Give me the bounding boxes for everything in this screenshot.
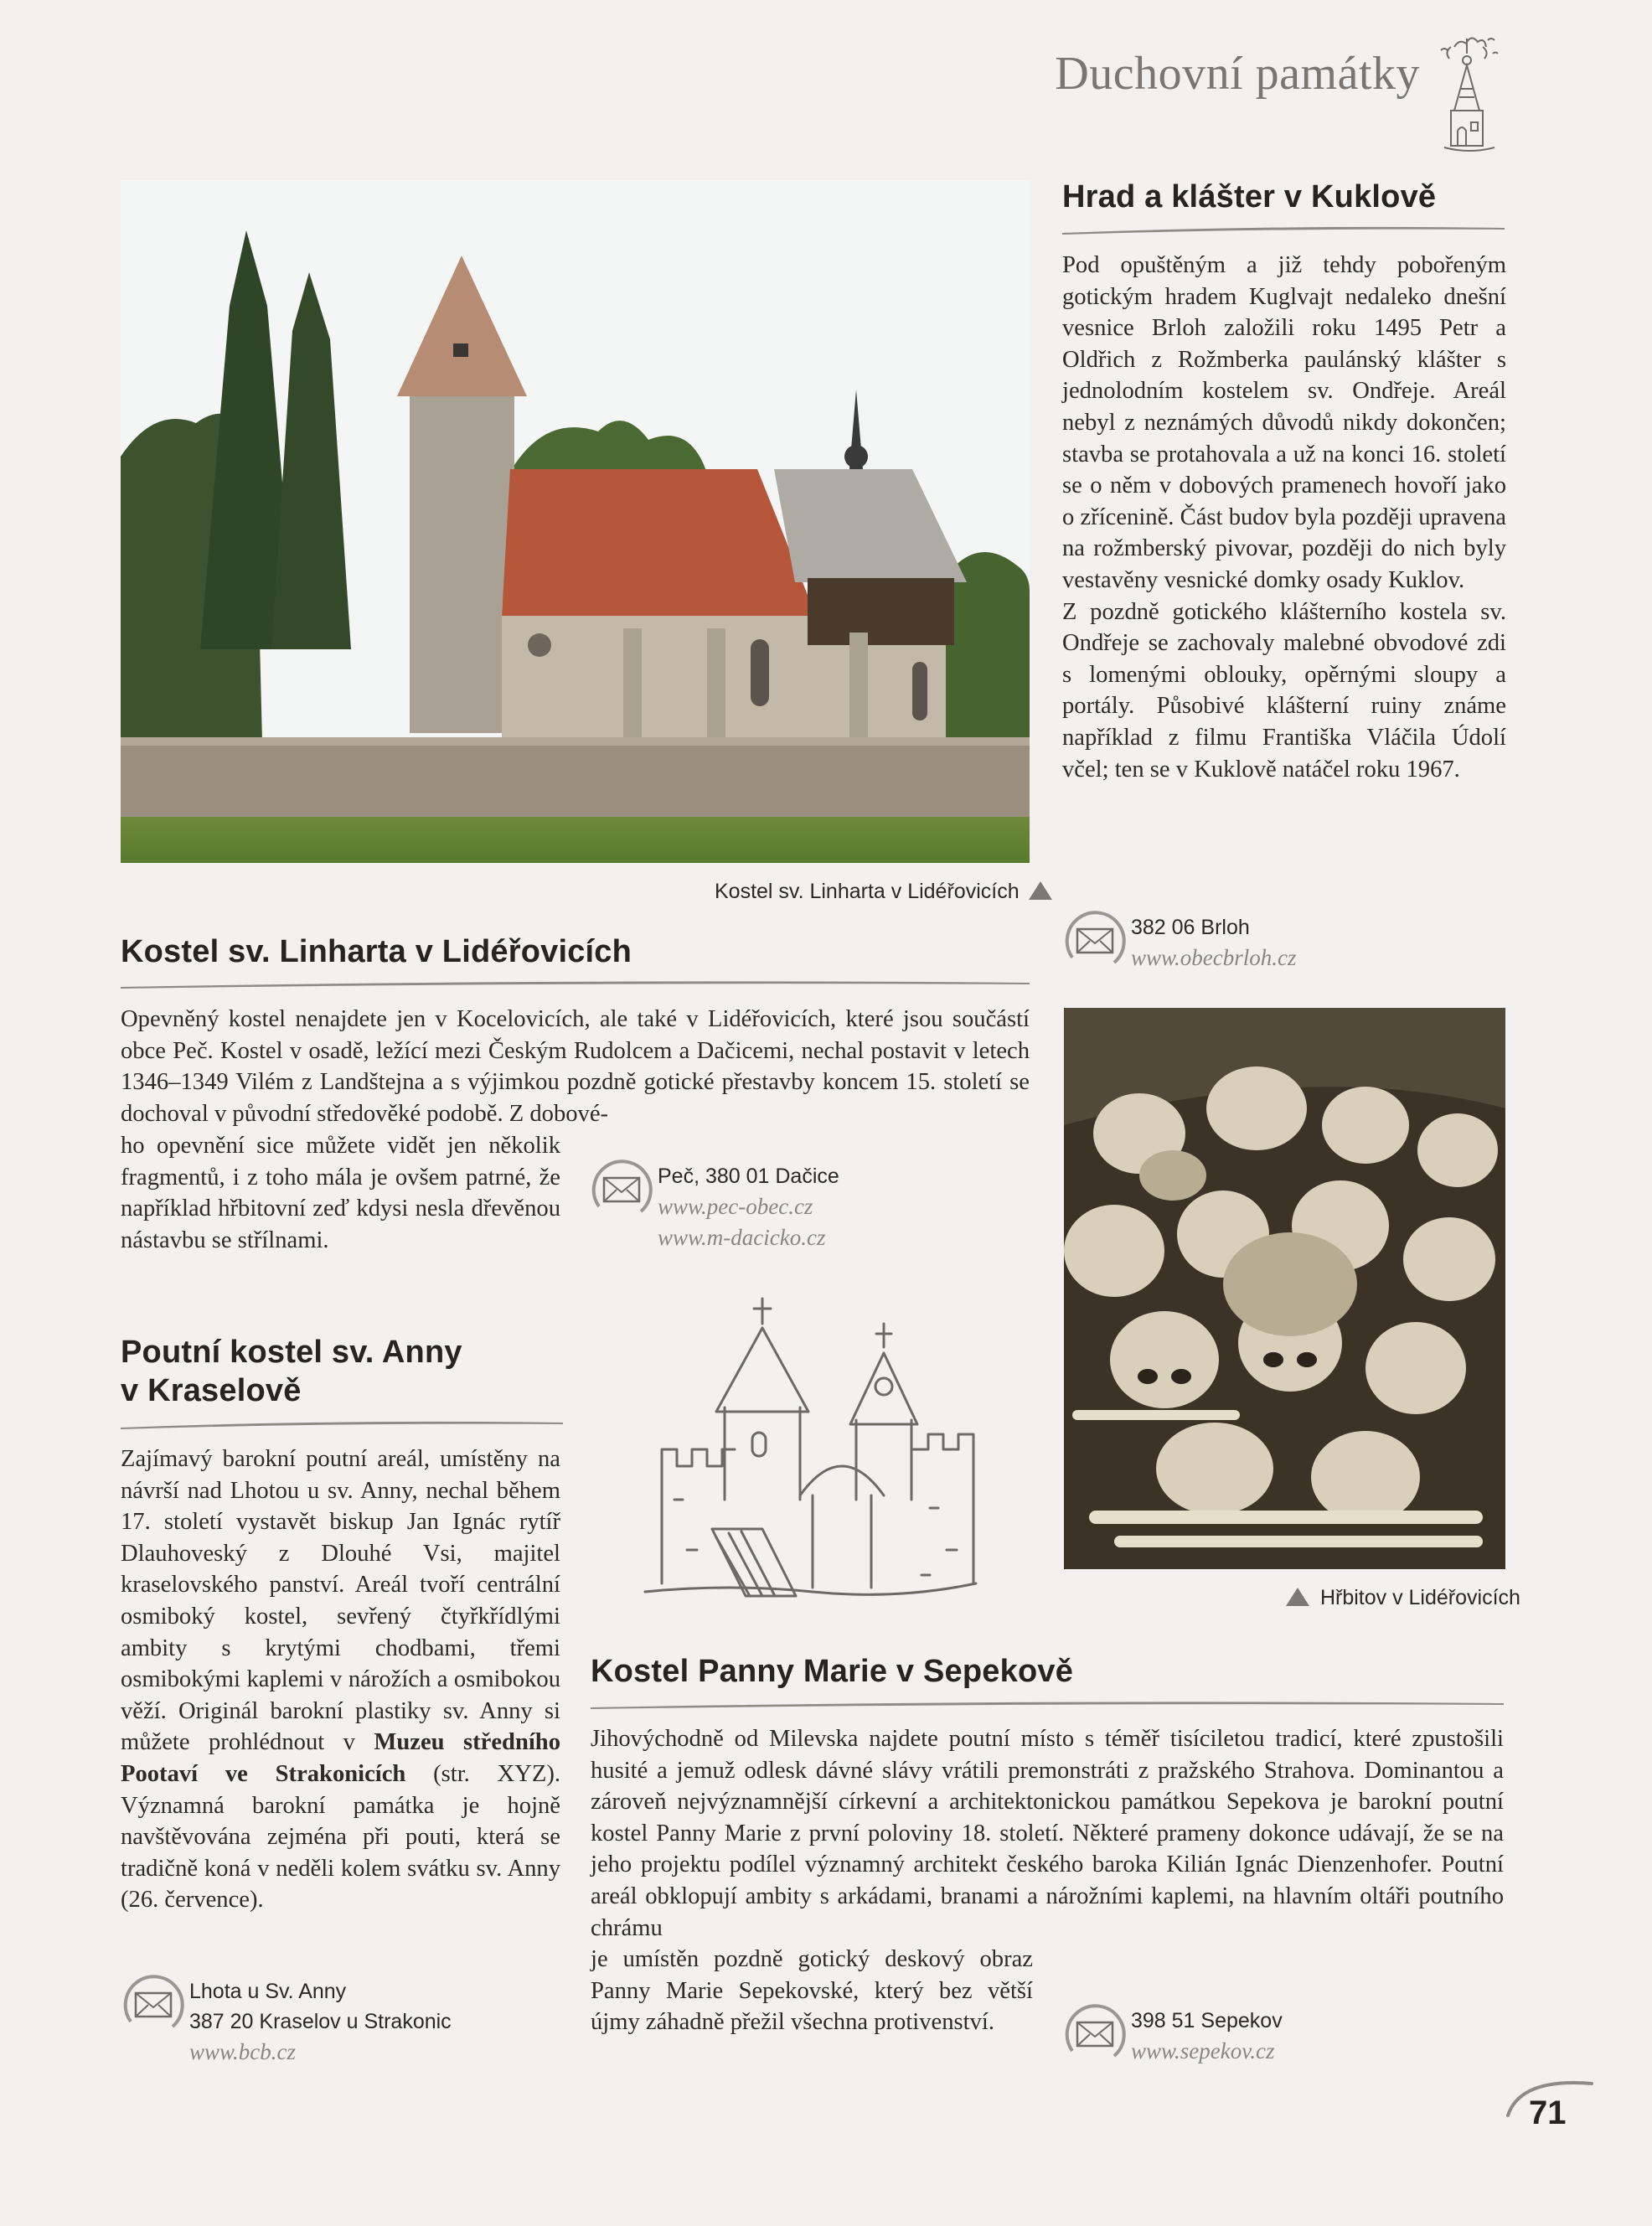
caption-triangle-icon: [1286, 1588, 1309, 1606]
envelope-icon: [589, 1156, 658, 1225]
sepekov-address: 398 51 Sepekov: [1131, 2009, 1283, 2032]
kuklov-paragraph-1: Pod opuštěným a již tehdy pobořeným gotickým hradem Kuglvajt nedaleko dnešní vesnice Brloh založili roku 1495 Petr a Oldřich z Rožmberka paulánský klášter s jednolodním kostelem sv. Ondřeje. Areál nebyl z neznámých důvodů nikdy dokončen; stavba se protahovala a už na konci 16. století se o něm v dobových pramenech hovoří jako o zřícenině. Část budov byla později upravena na rožmberský pivovar, později do nich byly vestavěny vesnické domky osady Kuklov.: [1062, 252, 1506, 593]
linhart-text-narrow: ho opevnění sice můžete vidět jen několik fragmentů, i z toho mála je ovšem patrné, že například hřbitovní zeď kdysi nesla dřevěnou nástavbu se střílnami.: [121, 1133, 560, 1253]
linhart-web-link-1[interactable]: www.pec-obec.cz: [658, 1194, 813, 1219]
linhart-contact: [589, 1156, 907, 1261]
page-number: 71: [1529, 2094, 1567, 2131]
sepekov-title-rule: [591, 1699, 1504, 1711]
kuklov-title: Hrad a klášter v Kuklově: [1062, 179, 1437, 214]
church-photo: [121, 180, 1030, 863]
anna-title-rule: [121, 1419, 563, 1431]
ossuary-skulls-photo: [1064, 1008, 1505, 1569]
anna-text: Zajímavý barokní poutní areál, umístěny na návrší nad Lhotou u sv. Anny, nechal během 17. století vystavět biskup Jan Ignác rytíř Dlauhoveský z Dlouhé Vsi, majitel kraselovského panství. Areál tvoří centrální osmiboký kostel, sevřený čtyřkřídlými ambity s krytými chodbami, třemi osmibokými kaplemi v nárožích a osmibokou věží. Originál barokní plastiky sv. Anny si můžete prohlédnout v Muzeu středního Pootaví ve Strakonicích (str. XYZ). Významná barokní památka je hojně navštěvována zejména při pouti, která se tradičně koná v neděli kolem svátku sv. Anny (26. července).: [121, 1446, 561, 1914]
anna-address-line-2: 387 20 Kraselov u Strakonic: [189, 2010, 452, 2033]
kuklov-paragraph-2: Z pozdně gotického klášterního kostela sv. Ondřeje se zachovaly malebné obvodové zdi s lomenými oblouky, opěrnými sloupy a portály. Působivé klášterní ruiny známe například z filmu Františka Vláčila Údolí včel; ten se v Kuklově natáčel roku 1967.: [1062, 598, 1506, 782]
linhart-text-full: Opevněný kostel nenajdete jen v Kocelovicích, ale také v Lidéřovicích, které jsou součástí obce Peč. Kostel v osadě, ležící mezi Českým Rudolcem a Dačicemi, nechal postavit v letech 1346–1349 Vilém z Landštejna a s výjimkou pozdně gotické přestavby koncem 15. století se dochoval v původní středověké podobě. Z dobové-: [121, 1006, 1030, 1127]
envelope-icon: [1062, 2001, 1131, 2069]
sepekov-title: Kostel Panny Marie v Sepekově: [591, 1654, 1074, 1689]
sepekov-text-narrow: je umístěn pozdně gotický deskový obraz Panny Marie Sepekovské, který bez větší újmy záhadně přežil všechna protivenství.: [591, 1946, 1033, 2036]
anna-title: [121, 1333, 462, 1410]
skulls-photo-caption: Hřbitov v Lidéřovicích: [1286, 1586, 1520, 1610]
caption-triangle-icon: [1029, 881, 1052, 900]
linhart-title-rule: [121, 979, 1030, 990]
linhart-address: Peč, 380 01 Dačice: [658, 1165, 839, 1188]
church-tower-ornament-icon: [1434, 30, 1500, 156]
anna-title-line-1: Poutní kostel sv. Anny: [121, 1335, 462, 1370]
kuklov-text: [1062, 250, 1506, 785]
kuklov-title-rule: [1062, 225, 1505, 236]
linhart-title: Kostel sv. Linharta v Lidéřovicích: [121, 934, 632, 969]
envelope-icon: [121, 1971, 189, 2040]
anna-address-line-1: Lhota u Sv. Anny: [189, 1980, 347, 2003]
sepekov-web-link[interactable]: www.sepekov.cz: [1131, 2038, 1275, 2063]
anna-contact: [121, 1971, 472, 2076]
envelope-icon: [1062, 907, 1131, 976]
kuklov-web-link[interactable]: www.obecbrloh.cz: [1131, 945, 1297, 970]
church-photo-caption: Kostel sv. Linharta v Lidéřovicích: [715, 880, 1052, 904]
kuklov-contact: [1062, 907, 1364, 979]
kuklov-address: 382 06 Brloh: [1131, 916, 1250, 939]
linhart-web-link-2[interactable]: www.m-dacicko.cz: [658, 1225, 826, 1250]
running-header: Duchovní památky: [1055, 48, 1420, 100]
sepekov-text-full: Jihovýchodně od Milevska najdete poutní místo s téměř tisíciletou tradicí, které zpustošili husité a jemuž odlesk dávné slávy vrátili premonstráti z pražského Strahova. Dominantou a zároveň nejvýznamnější církevní a architektonickou památkou Sepekova je barokní poutní kostel Panny Marie z první poloviny 18. století. Některé prameny dokonce udávají, že se na jeho projektu podílel významný architekt českého baroka Kilián Ignác Dienzenhofer. Poutní areál obklopují ambity s arkádami, branami a nárožními kaplemi, na hlavním oltáři poutního chrámu: [591, 1726, 1504, 1941]
fortified-church-sketch: [637, 1282, 980, 1617]
anna-web-link[interactable]: www.bcb.cz: [189, 2039, 296, 2064]
sepekov-contact: [1062, 2001, 1364, 2072]
museum-name: Muzeu středního Pootaví ve Strakonicích: [121, 1729, 560, 1787]
anna-title-line-2: v Kraselově: [121, 1373, 302, 1408]
